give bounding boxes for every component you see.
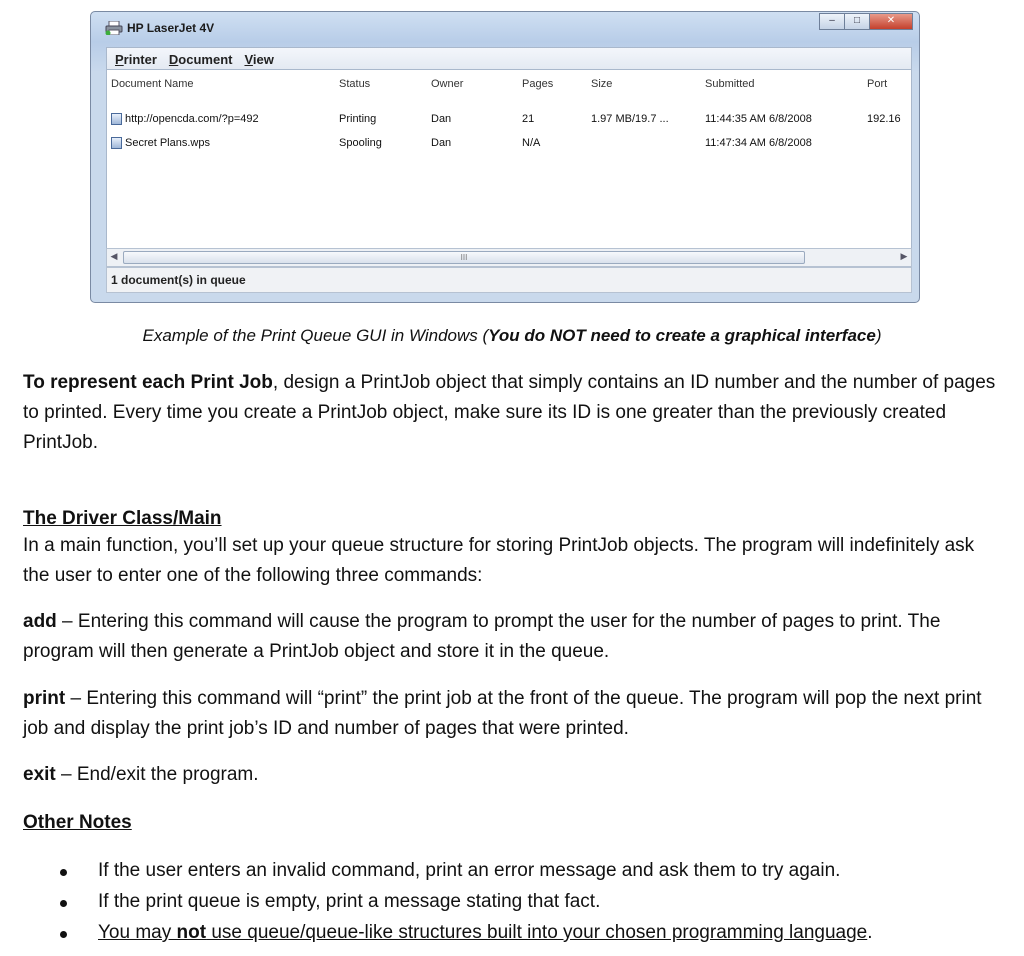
driver-paragraph: In a main function, you’ll set up your queue structure for storing PrintJob objects. The program will indefinitely ask the user to enter one of the following three commands: [23,535,975,586]
minimize-button[interactable]: – [819,13,845,30]
bullet-icon [60,900,67,907]
column-header-name[interactable]: Document Name [111,78,194,90]
bullet-icon [60,931,67,938]
scroll-right-icon[interactable]: ▶ [900,251,908,261]
maximize-button[interactable]: □ [844,13,870,30]
close-button[interactable]: ✕ [869,13,913,30]
column-header-owner[interactable]: Owner [431,78,464,90]
status-bar: 1 document(s) in queue [106,267,912,293]
row-pages: N/A [522,137,541,149]
row-doc-name: http://opencda.com/?p=492 [125,113,259,125]
row-pages: 21 [522,113,535,125]
list-item: You may not use queue/queue-like structures built into your chosen programming language. [23,919,1013,950]
column-header-status[interactable]: Status [339,78,371,90]
row-status: Printing [339,113,377,125]
row-owner: Dan [431,113,452,125]
document-icon [111,137,122,149]
intro-paragraph: To represent each Print Job, design a PrintJob object that simply contains an ID number and the number of pages to printed. Every time you create a PrintJob object, make sure its ID is one greater than the previously created PrintJob. [23,372,996,453]
printer-icon [105,21,123,35]
list-item: If the print queue is empty, print a message stating that fact. [23,888,1013,919]
notes-list [23,857,1013,950]
row-port: 192.16 [867,113,901,125]
command-print: print – Entering this command will “print” the print job at the front of the queue. The program will pop the next print job and display the print job’s ID and number of pages that were printed. [23,688,982,739]
command-add: add – Entering this command will cause the program to prompt the user for the number of pages to print. The program will then generate a PrintJob object and store it in the queue. [23,611,941,662]
document-list [106,69,912,249]
row-status: Spooling [339,137,382,149]
scroll-thumb[interactable] [123,251,805,264]
column-header-submitted[interactable]: Submitted [705,78,755,90]
command-exit: exit – End/exit the program. [23,764,259,785]
scroll-grip: III [460,253,468,262]
row-owner: Dan [431,137,452,149]
window-titlebar [91,12,919,44]
column-header-pages[interactable]: Pages [522,78,554,90]
scroll-left-icon[interactable]: ◀ [110,251,118,261]
driver-heading: The Driver Class/Main [23,508,222,529]
column-header-size[interactable]: Size [591,78,613,90]
figure-caption: Example of the Print Queue GUI in Windows (You do NOT need to create a graphical interface) [142,326,882,345]
column-header-port[interactable]: Port [867,78,888,90]
notes-heading: Other Notes [23,812,132,833]
horizontal-scrollbar[interactable] [106,248,912,267]
print-queue-window [90,11,920,303]
document-icon [111,113,122,125]
menu-view[interactable]: View [244,51,274,67]
window-controls [820,13,913,31]
window-title: HP LaserJet 4V [127,21,215,35]
menu-bar [106,47,912,70]
menu-document[interactable]: Document [168,51,233,67]
bullet-icon [60,869,67,876]
row-submitted: 11:44:35 AM 6/8/2008 [705,113,812,125]
row-submitted: 11:47:34 AM 6/8/2008 [705,137,812,149]
list-item: If the user enters an invalid command, print an error message and ask them to try again. [23,857,1013,888]
row-doc-name: Secret Plans.wps [125,137,210,149]
menu-printer[interactable]: Printer [115,51,157,67]
row-size: 1.97 MB/19.7 ... [591,113,669,125]
